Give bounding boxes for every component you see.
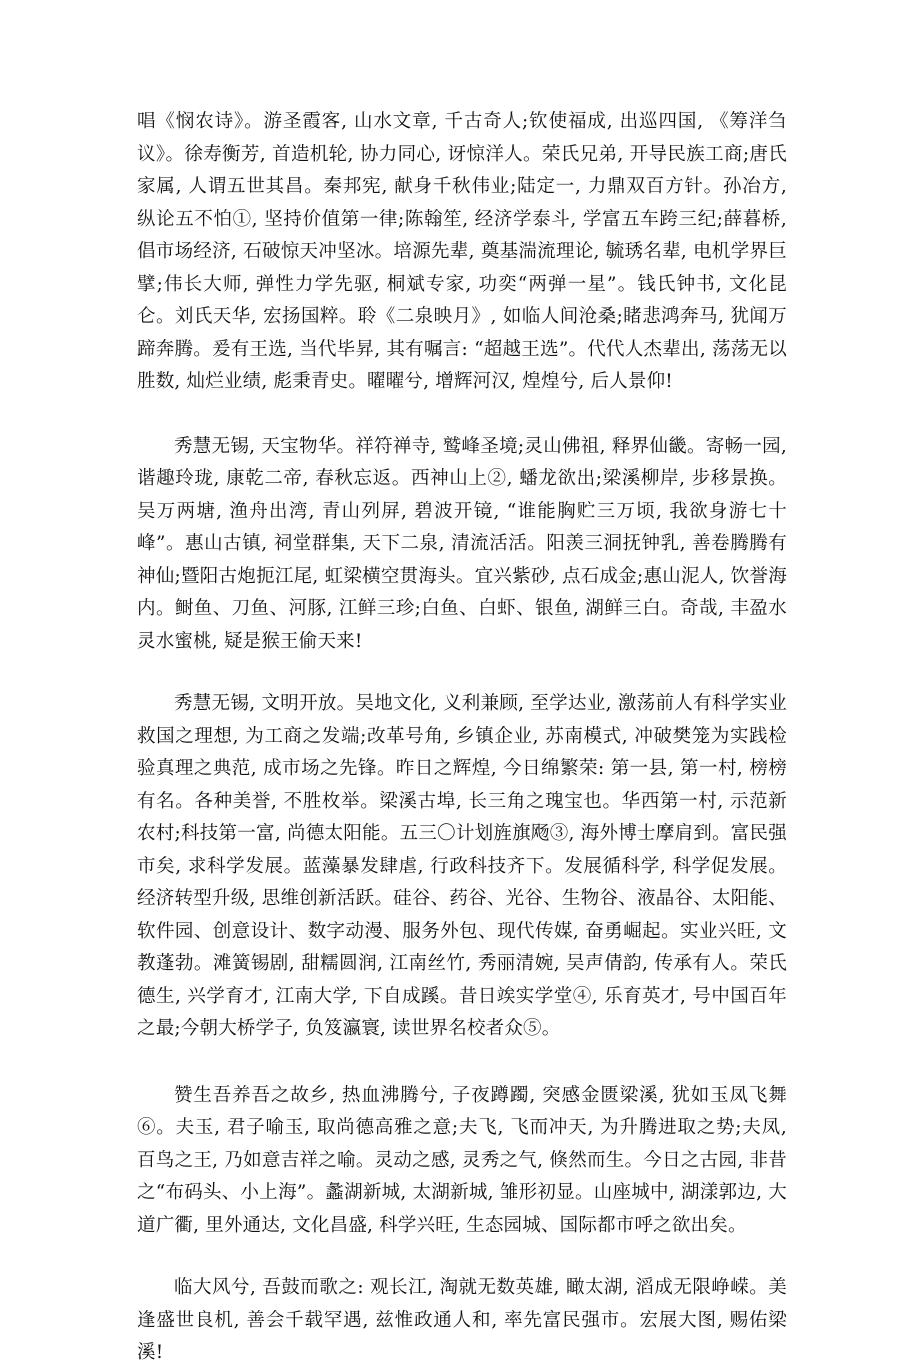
paragraph-civilization-openness: 秀慧无锡, 文明开放。吴地文化, 义利兼顾, 至学达业, 激荡前人有科学实业救国之理想, 为工商之发端;改革号角, 乡镇企业, 苏南模式, 冲破樊笼为实践检验真理之典范, 成市场之先锋。昨日之辉煌, 今日绵繁荣: 第一县, 第一村, 榜榜有名。各种美誉, 不胜枚举。梁溪古埠, 长三角之瑰宝也。华西第一村, 示范新农村;科技第一富, 尚德太阳能。五三〇计划旌旗飏③, 海外博士摩肩到。富民强市矣, 求科学发展。蓝藻暴发肆虐, 行政科技齐下。发展循科学, 科学促发展。经济转型升级, 思维创新活跃。硅谷、药谷、光谷、生物谷、液晶谷、太阳能、软件园、创意设计、数字动漫、服务外包、现代传媒, 奋勇崛起。实业兴旺, 文教蓬勃。滩簧锡剧, 甜糯圆润, 江南丝竹, 秀丽清婉, 吴声倩韵, 传承有人。荣氏德生, 兴学育才, 江南大学, 下自成蹊。昔日竢实学堂④, 乐育英才, 号中国百年之最;今朝大桥学子, 负笈瀛寰, 读世界名校者众⑤。	[137, 693, 787, 1039]
paragraph-closing-song: 临大风兮, 吾鼓而歌之: 观长江, 淘就无数英雄, 瞰太湖, 滔成无限峥嵘。美逢盛世良机, 善会千载罕遇, 兹惟政通人和, 率先富民强市。宏展大图, 赐佑梁溪!	[137, 1277, 787, 1363]
paragraph-praise-hometown: 赞生吾养吾之故乡, 热血沸腾兮, 子夜蹲躅, 突感金匮梁溪, 犹如玉凤飞舞⑥。夫玉, 君子喻玉, 取尚德高雅之意;夫飞, 飞而冲天, 为升腾进取之势;夫凤, 百鸟之王, 乃如意吉祥之喻。灵动之感, 灵秀之气, 倏然而生。今日之古园, 非昔之“布码头、小上海”。蠡湖新城, 太湖新城, 雏形初显。山座城中, 湖漾郭边, 大道广衢, 里外通达, 文化昌盛, 科学兴旺, 生态园城、国际都市呼之欲出矣。	[137, 1084, 787, 1236]
paragraph-scenery-products: 秀慧无锡, 天宝物华。祥符禅寺, 鹫峰圣境;灵山佛祖, 释界仙畿。寄畅一园, 谐趣玲珑, 康乾二帝, 春秋忘返。西神山上②, 蟠龙欲出;梁溪柳岸, 步移景换。吴万两塘, 渔舟出湾, 青山列屏, 碧波开镜, “谁能胸贮三万顷, 我欲身游七十峰”。惠山古镇, 祠堂群集, 天下二泉, 清流活活。阳羡三洞抚钟乳, 善卷腾腾有神仙;暨阳古炮扼江尾, 虹梁横空贯海头。宜兴紫砂, 点石成金;惠山泥人, 饮誉海内。鲥鱼、刀鱼、河豚, 江鲜三珍;白鱼、白虾、银鱼, 湖鲜三白。奇哉, 丰盈水灵水蜜桃, 疑是猴王偷天来!	[137, 435, 787, 652]
document-body	[137, 106, 787, 1370]
paragraph-eminent-people: 唱《悯农诗》。游圣霞客, 山水文章, 千古奇人;钦使福成, 出巡四国, 《筹洋刍议》。徐寿衡芳, 首造机轮, 协力同心, 讶惊洋人。荣氏兄弟, 开导民族工商;唐氏家属, 人谓五世其昌。秦邦宪, 献身千秋伟业;陆定一, 力鼎双百方针。孙冶方, 纵论五不怕①, 坚持价值第一律;陈翰笙, 经济学泰斗, 学富五车跨三纪;薛暮桥, 倡市场经济, 石破惊天冲坚冰。培源先辈, 奠基湍流理论, 毓琇名辈, 电机学界巨擘;伟长大师, 弹性力学先驱, 桐斌专家, 功奕“两弹一星”。钱氏钟书, 文化昆仑。刘氏天华, 宏扬国粹。聆《二泉映月》, 如临人间沧桑;睹悲鸿奔马, 犹闻万蹄奔腾。爰有王选, 当代毕昇, 其有嘱言: “超越王选”。代代人杰辈出, 荡荡无以胜数, 灿烂业绩, 彪秉青史。曜曜兮, 增辉河汉, 煌煌兮, 后人景仰!	[137, 111, 787, 392]
